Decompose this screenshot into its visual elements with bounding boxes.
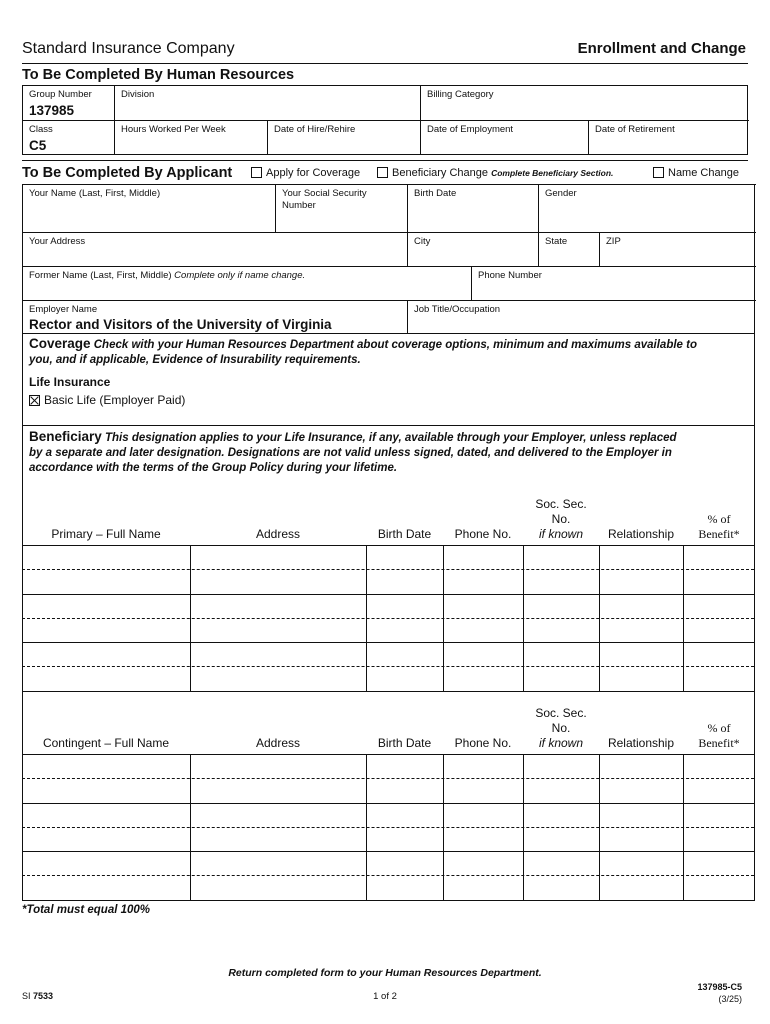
beneficiary-title: Beneficiary (29, 429, 102, 444)
city-label: City (414, 236, 431, 247)
column-divider (366, 545, 367, 691)
contingent-table (22, 754, 754, 901)
contingent-relationship-header: Relationship (607, 736, 675, 750)
contingent-ssn-header-l1: Soc. Sec. (535, 706, 587, 720)
apply-coverage-checkbox[interactable] (251, 167, 262, 178)
date-retirement-cell[interactable] (588, 120, 749, 155)
primary-table (22, 545, 754, 691)
primary-ssn-header-l1: Soc. Sec. (535, 497, 587, 511)
phone-label: Phone Number (478, 270, 542, 281)
date-retirement-label: Date of Retirement (595, 124, 675, 135)
form-title: Enrollment and Change (577, 40, 746, 57)
former-name-note: Complete only if name change. (174, 270, 306, 281)
header-rule (22, 63, 748, 64)
table-row[interactable] (22, 642, 754, 643)
beneficiary-change-option[interactable] (377, 167, 613, 179)
name-change-checkbox[interactable] (653, 167, 664, 178)
primary-name-header: Primary – Full Name (51, 527, 161, 541)
your-name-cell[interactable] (23, 184, 275, 232)
table-row[interactable] (22, 666, 754, 667)
life-insurance-heading: Life Insurance (29, 375, 111, 389)
contingent-address-header: Address (255, 736, 301, 750)
table-row[interactable] (22, 594, 754, 595)
applicant-section-title: To Be Completed By Applicant (22, 165, 233, 181)
contingent-ssn-header-l3: if known (538, 736, 584, 750)
column-divider (599, 754, 600, 901)
class-label: Class (29, 124, 53, 135)
table-row[interactable] (22, 754, 754, 755)
contingent-birth-date-header: Birth Date (377, 736, 432, 750)
city-cell[interactable] (407, 232, 538, 266)
column-divider (443, 754, 444, 901)
group-number-cell[interactable] (23, 86, 114, 120)
column-divider (523, 545, 524, 691)
doc-code: 137985-C5 (697, 982, 742, 992)
basic-life-option[interactable] (29, 393, 185, 407)
your-name-label: Your Name (Last, First, Middle) (29, 188, 161, 199)
doc-date: (3/25) (718, 994, 742, 1004)
name-change-option[interactable] (653, 167, 739, 179)
billing-category-cell[interactable] (420, 86, 749, 120)
beneficiary-change-label: Beneficiary Change (392, 167, 489, 179)
group-number-label: Group Number (29, 89, 92, 100)
date-hire-label: Date of Hire/Rehire (274, 124, 356, 135)
primary-ssn-header-l2: No. (551, 512, 571, 526)
company-name: Standard Insurance Company (22, 40, 235, 57)
apply-coverage-option[interactable] (251, 167, 360, 179)
applicant-rule (22, 160, 748, 161)
table-row[interactable] (22, 827, 754, 828)
hr-section-title: To Be Completed By Human Resources (22, 67, 295, 83)
column-divider (443, 545, 444, 691)
ssn-label-line2: Number (282, 200, 316, 211)
zip-label: ZIP (606, 236, 621, 247)
ssn-cell[interactable] (275, 184, 407, 232)
contingent-pct-header-l1: % of (707, 721, 731, 735)
primary-ssn-header-l3: if known (538, 527, 584, 541)
phone-cell[interactable] (471, 266, 756, 300)
hours-worked-cell[interactable] (114, 120, 267, 155)
beneficiary-text-line3: accordance with the terms of the Group Policy during your lifetime. (29, 462, 398, 474)
ssn-label-line1: Your Social Security (282, 188, 367, 199)
table-row (22, 691, 754, 692)
division-label: Division (121, 89, 155, 100)
coverage-box (22, 334, 755, 426)
name-change-label: Name Change (668, 167, 739, 179)
table-row[interactable] (22, 545, 754, 546)
primary-ssn-header (523, 497, 599, 542)
beneficiary-change-note: Complete Beneficiary Section. (491, 168, 614, 178)
form-code-prefix: SI (22, 991, 34, 1001)
date-employment-label: Date of Employment (427, 124, 514, 135)
state-cell[interactable] (538, 232, 599, 266)
group-number-value: 137985 (29, 103, 75, 118)
employer-value: Rector and Visitors of the University of Virginia (29, 317, 332, 332)
apply-coverage-label: Apply for Coverage (266, 167, 361, 179)
column-divider (190, 545, 191, 691)
page-number: 1 of 2 (373, 991, 397, 1002)
class-value: C5 (29, 138, 47, 153)
former-name-cell[interactable] (23, 266, 471, 300)
hr-section-box (22, 85, 748, 155)
primary-relationship-header: Relationship (607, 527, 675, 541)
contingent-name-header: Contingent – Full Name (42, 736, 170, 750)
coverage-title: Coverage (29, 336, 91, 351)
primary-pct-header-l1: % of (707, 512, 731, 526)
column-divider (523, 754, 524, 901)
basic-life-checkbox[interactable] (29, 395, 40, 406)
primary-phone-header: Phone No. (454, 527, 512, 541)
table-row[interactable] (22, 778, 754, 779)
table-row[interactable] (22, 803, 754, 804)
contingent-pct-header (683, 721, 755, 751)
employer-cell[interactable] (23, 300, 407, 334)
address-cell[interactable] (23, 232, 407, 266)
gender-label: Gender (545, 188, 577, 199)
date-hire-cell[interactable] (267, 120, 420, 155)
column-divider (366, 754, 367, 901)
table-row[interactable] (22, 618, 754, 619)
former-name-label (29, 270, 305, 282)
contingent-pct-header-l2: Benefit* (698, 736, 740, 750)
job-title-label: Job Title/Occupation (414, 304, 501, 315)
primary-birth-date-header: Birth Date (377, 527, 432, 541)
column-divider (683, 754, 684, 901)
table-row[interactable] (22, 851, 754, 852)
column-divider (683, 545, 684, 691)
state-label: State (545, 236, 568, 247)
coverage-text-line2: you, and if applicable, Evidence of Insurability requirements. (29, 354, 361, 366)
contingent-ssn-header (523, 706, 599, 751)
zip-cell[interactable] (599, 232, 756, 266)
address-label: Your Address (29, 236, 86, 247)
basic-life-label: Basic Life (Employer Paid) (44, 393, 186, 407)
birth-date-cell[interactable] (407, 184, 538, 232)
primary-pct-header-l2: Benefit* (698, 527, 740, 541)
job-title-cell[interactable] (407, 300, 756, 334)
beneficiary-text (29, 429, 753, 476)
employer-label: Employer Name (29, 304, 98, 315)
column-divider (599, 545, 600, 691)
coverage-text-line1: Check with your Human Resources Department about coverage options, minimum and maximums available to (93, 339, 697, 351)
table-row[interactable] (22, 569, 754, 570)
billing-category-label: Billing Category (427, 89, 494, 100)
former-name-label-text: Former Name (Last, First, Middle) (29, 270, 172, 281)
form-code-number: 7533 (33, 991, 54, 1001)
division-cell[interactable] (114, 86, 420, 120)
coverage-text (29, 336, 749, 368)
birth-date-label: Birth Date (414, 188, 457, 199)
hours-worked-label: Hours Worked Per Week (121, 124, 226, 135)
table-row[interactable] (22, 875, 754, 876)
beneficiary-text-line1: This designation applies to your Life Insurance, if any, available through your Employer, unless replaced (105, 432, 677, 444)
column-divider (190, 754, 191, 901)
date-employment-cell[interactable] (420, 120, 588, 155)
total-note: *Total must equal 100% (22, 904, 151, 916)
doc-code-block (697, 981, 742, 1005)
beneficiary-change-checkbox[interactable] (377, 167, 388, 178)
gender-cell[interactable] (538, 184, 756, 232)
ssn-label (282, 188, 367, 212)
contingent-ssn-header-l2: No. (551, 721, 571, 735)
contingent-phone-header: Phone No. (454, 736, 512, 750)
beneficiary-text-line2: by a separate and later designation. Designations are not valid unless signed, dated, and delivered to the Employer in (29, 447, 672, 459)
primary-address-header: Address (255, 527, 301, 541)
return-note: Return completed form to your Human Resources Department. (228, 967, 542, 979)
class-cell[interactable] (23, 120, 114, 155)
applicant-box (22, 184, 755, 334)
primary-pct-header (683, 512, 755, 542)
